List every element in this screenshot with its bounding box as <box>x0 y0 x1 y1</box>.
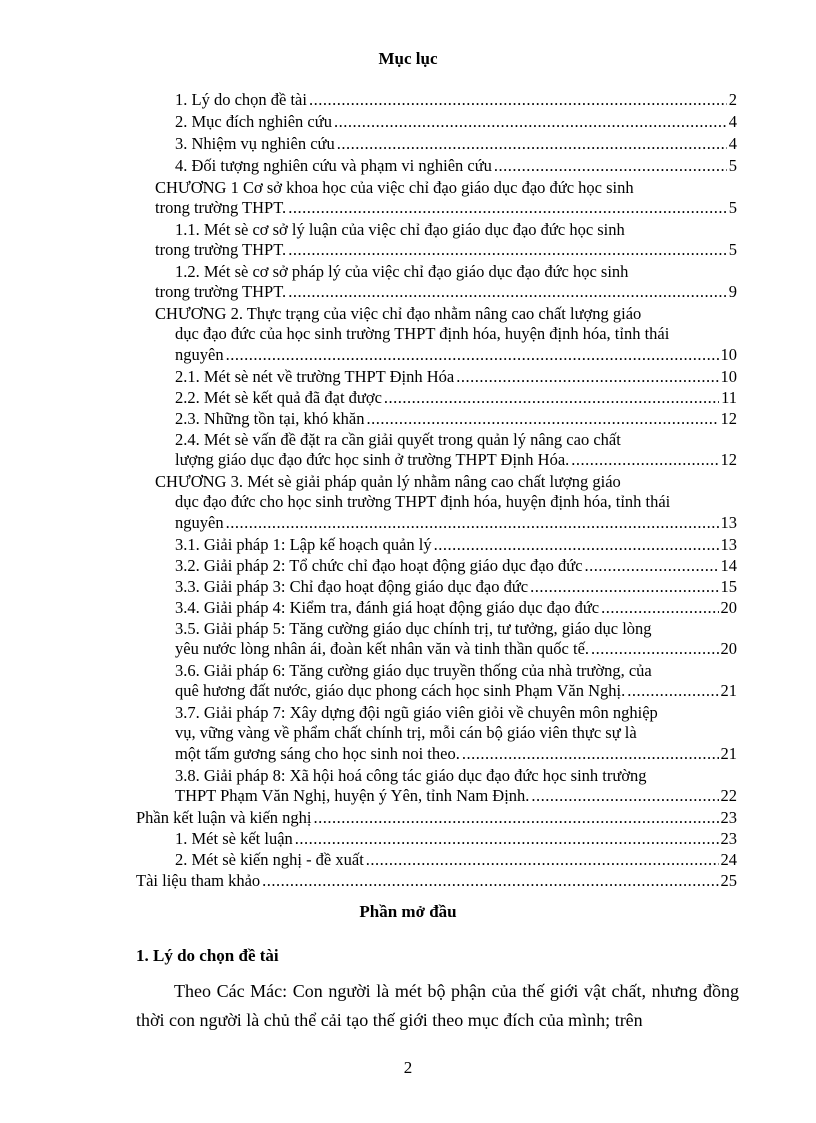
toc-entry-label: 3.6. Giải pháp 6: Tăng cường giáo dục truyền thống của nhà trường, của <box>175 661 652 680</box>
toc-entry-label: nguyên <box>175 512 224 532</box>
toc-page-number: 12 <box>720 450 737 470</box>
toc-entry[interactable] <box>175 577 737 597</box>
toc-entry[interactable] <box>175 367 737 387</box>
toc-entry-label: dục đạo đức của học sinh trường THPT định hóa, huyện định hóa, tỉnh thái <box>175 324 670 344</box>
toc-entry-label: vụ, vững vàng về phẩm chất chính trị, mỗi cán bộ giáo viên thực sự là <box>175 723 637 743</box>
toc-entry[interactable] <box>175 90 737 110</box>
toc-entry-label: yêu nước lòng nhân ái, đoàn kết nhân văn và tinh thần quốc tế. <box>175 639 590 659</box>
toc-entry-label: trong trường THPT. <box>155 240 287 260</box>
toc-page-number: 14 <box>720 556 737 575</box>
toc-page-number: 10 <box>720 367 737 386</box>
toc-entry-label: 3.2. Giải pháp 2: Tổ chức chỉ đạo hoạt động giáo dục đạo đức <box>175 556 583 575</box>
toc-entry[interactable] <box>175 409 737 429</box>
toc-entry-label: CHƯƠNG 1 Cơ sở khoa học của việc chỉ đạo giáo dục đạo đức học sinh <box>155 178 634 197</box>
toc-entry[interactable] <box>175 829 737 849</box>
toc-page-number: 21 <box>720 681 737 701</box>
toc-page-number: 23 <box>720 829 737 848</box>
toc-entry-chapter[interactable] <box>155 178 737 218</box>
toc-entry-label: dục đạo đức cho học sinh trường THPT định hóa, huyện định hóa, tỉnh thái <box>175 492 671 512</box>
toc-entry-label: Tài liệu tham khảo <box>136 871 261 890</box>
toc-entry-label: 1.2. Mét sè cơ sở pháp lý của việc chỉ đạo giáo dục đạo đức học sinh <box>175 262 629 281</box>
toc-entry-label: CHƯƠNG 2. Thực trạng của việc chỉ đạo nhằm nâng cao chất lượng giáo <box>155 304 642 323</box>
toc-page-number: 11 <box>721 388 737 407</box>
toc-entry-label: Phần kết luận và kiến nghị <box>136 808 312 827</box>
toc-entry[interactable] <box>175 598 737 618</box>
toc-entry-label: THPT Phạm Văn Nghị, huyện ý Yên, tỉnh Nam Định. <box>175 786 530 806</box>
toc-entry[interactable] <box>175 556 737 576</box>
toc-page-number: 5 <box>728 240 737 260</box>
toc-entry[interactable] <box>175 703 737 764</box>
toc-page-number: 20 <box>720 598 737 617</box>
toc-entry-label: 2.1. Mét sè nét về trường THPT Định Hóa <box>175 367 455 386</box>
toc-entry-label: 4. Đối tượng nghiên cứu và phạm vi nghiên cứu <box>175 156 492 175</box>
toc-entry-label: 2.3. Những tồn tại, khó khăn <box>175 409 365 428</box>
page-number: 2 <box>403 1058 413 1077</box>
toc-entry-label: 1. Lý do chọn đề tài <box>175 90 307 109</box>
toc-entry[interactable] <box>175 134 737 154</box>
toc-entry-chapter[interactable] <box>155 472 737 533</box>
toc-page-number: 9 <box>728 282 737 302</box>
page-title: Mục lục <box>378 49 438 68</box>
body-paragraph <box>136 977 739 1035</box>
toc-page-number: 20 <box>720 639 737 659</box>
toc-page-number: 25 <box>720 871 737 890</box>
toc-entry-label: 1. Mét sè kết luận <box>175 829 293 848</box>
toc-entry-label: 2. Mục đích nghiên cứu <box>175 112 332 131</box>
toc-entry-label: 2.2. Mét sè kết quả đã đạt được <box>175 388 382 407</box>
toc-page-number: 12 <box>720 409 737 428</box>
toc-page-number: 5 <box>728 156 737 175</box>
toc-entry-label: 2.4. Mét sè vấn đề đặt ra cần giải quyết trong quản lý nâng cao chất <box>175 430 621 449</box>
toc-entry-part[interactable] <box>136 808 737 828</box>
toc-entry-label: nguyên <box>175 344 224 364</box>
toc-entry-label: 3. Nhiệm vụ nghiên cứu <box>175 134 335 153</box>
toc-page-number: 21 <box>720 743 737 763</box>
paragraph-text: Theo Các Mác: Con người là mét bộ phận của thế giới vật chất, nhưng đồng thời con người là chủ thể cải tạo thế giới theo mục đích của mình; trên <box>136 981 739 1030</box>
toc-page-number: 2 <box>728 90 737 109</box>
toc-entry-label: 3.7. Giải pháp 7: Xây dựng đội ngũ giáo viên giỏi về chuyên môn nghiệp <box>175 703 658 722</box>
toc-entry[interactable] <box>175 156 737 176</box>
toc-entry-label: một tấm gương sáng cho học sinh noi theo. <box>175 743 460 763</box>
toc-entry-label: lượng giáo dục đạo đức học sinh ở trường THPT Định Hóa. <box>175 450 570 470</box>
subsection-heading: 1. Lý do chọn đề tài <box>136 946 279 965</box>
section-heading: Phần mở đầu <box>359 902 457 921</box>
toc-entry-label: 3.4. Giải pháp 4: Kiểm tra, đánh giá hoạt động giáo dục đạo đức <box>175 598 600 617</box>
toc-entry-part[interactable] <box>136 871 737 891</box>
toc-page-number: 13 <box>720 535 737 554</box>
toc-entry-label: trong trường THPT. <box>155 198 287 218</box>
toc-entry-label: 3.8. Giải pháp 8: Xã hội hoá công tác giáo dục đạo đức học sinh trường <box>175 766 647 785</box>
toc-page-number: 5 <box>728 198 737 218</box>
toc-page-number: 22 <box>720 786 737 806</box>
toc-page-number: 24 <box>720 850 737 869</box>
toc-entry-label: quê hương đất nước, giáo dục phong cách học sinh Phạm Văn Nghị. <box>175 681 626 701</box>
toc-entry-label: 2. Mét sè kiến nghị - đề xuất <box>175 850 364 869</box>
toc-entry[interactable] <box>175 388 737 408</box>
toc-page-number: 15 <box>720 577 737 596</box>
toc-entry[interactable] <box>175 766 737 806</box>
toc-entry-label: 3.1. Giải pháp 1: Lập kế hoạch quản lý <box>175 535 432 554</box>
toc-entry-label: trong trường THPT. <box>155 282 287 302</box>
toc-entry-label: 1.1. Mét sè cơ sở lý luận của việc chỉ đạo giáo dục đạo đức học sinh <box>175 220 625 239</box>
toc-page-number: 4 <box>728 112 737 131</box>
toc-entry[interactable] <box>155 262 737 302</box>
toc-page-number: 13 <box>720 512 737 532</box>
toc-page-number: 23 <box>720 808 737 827</box>
toc-entry-chapter[interactable] <box>155 304 737 365</box>
toc-entry[interactable] <box>175 535 737 555</box>
toc-entry[interactable] <box>175 430 737 470</box>
toc-entry[interactable] <box>175 850 737 870</box>
toc-page-number: 10 <box>720 344 737 364</box>
toc-entry-label: CHƯƠNG 3. Mét sè giải pháp quản lý nhằm nâng cao chất lượng giáo <box>155 472 621 491</box>
toc-entry[interactable] <box>175 661 737 701</box>
toc-entry-label: 3.5. Giải pháp 5: Tăng cường giáo dục chính trị, tư tưởng, giáo dục lòng <box>175 619 652 638</box>
toc-entry-label: 3.3. Giải pháp 3: Chỉ đạo hoạt động giáo dục đạo đức <box>175 577 529 596</box>
toc-entry[interactable] <box>175 112 737 132</box>
toc-page-number: 4 <box>728 134 737 153</box>
toc-entry[interactable] <box>175 619 737 659</box>
toc-entry[interactable] <box>155 220 737 260</box>
